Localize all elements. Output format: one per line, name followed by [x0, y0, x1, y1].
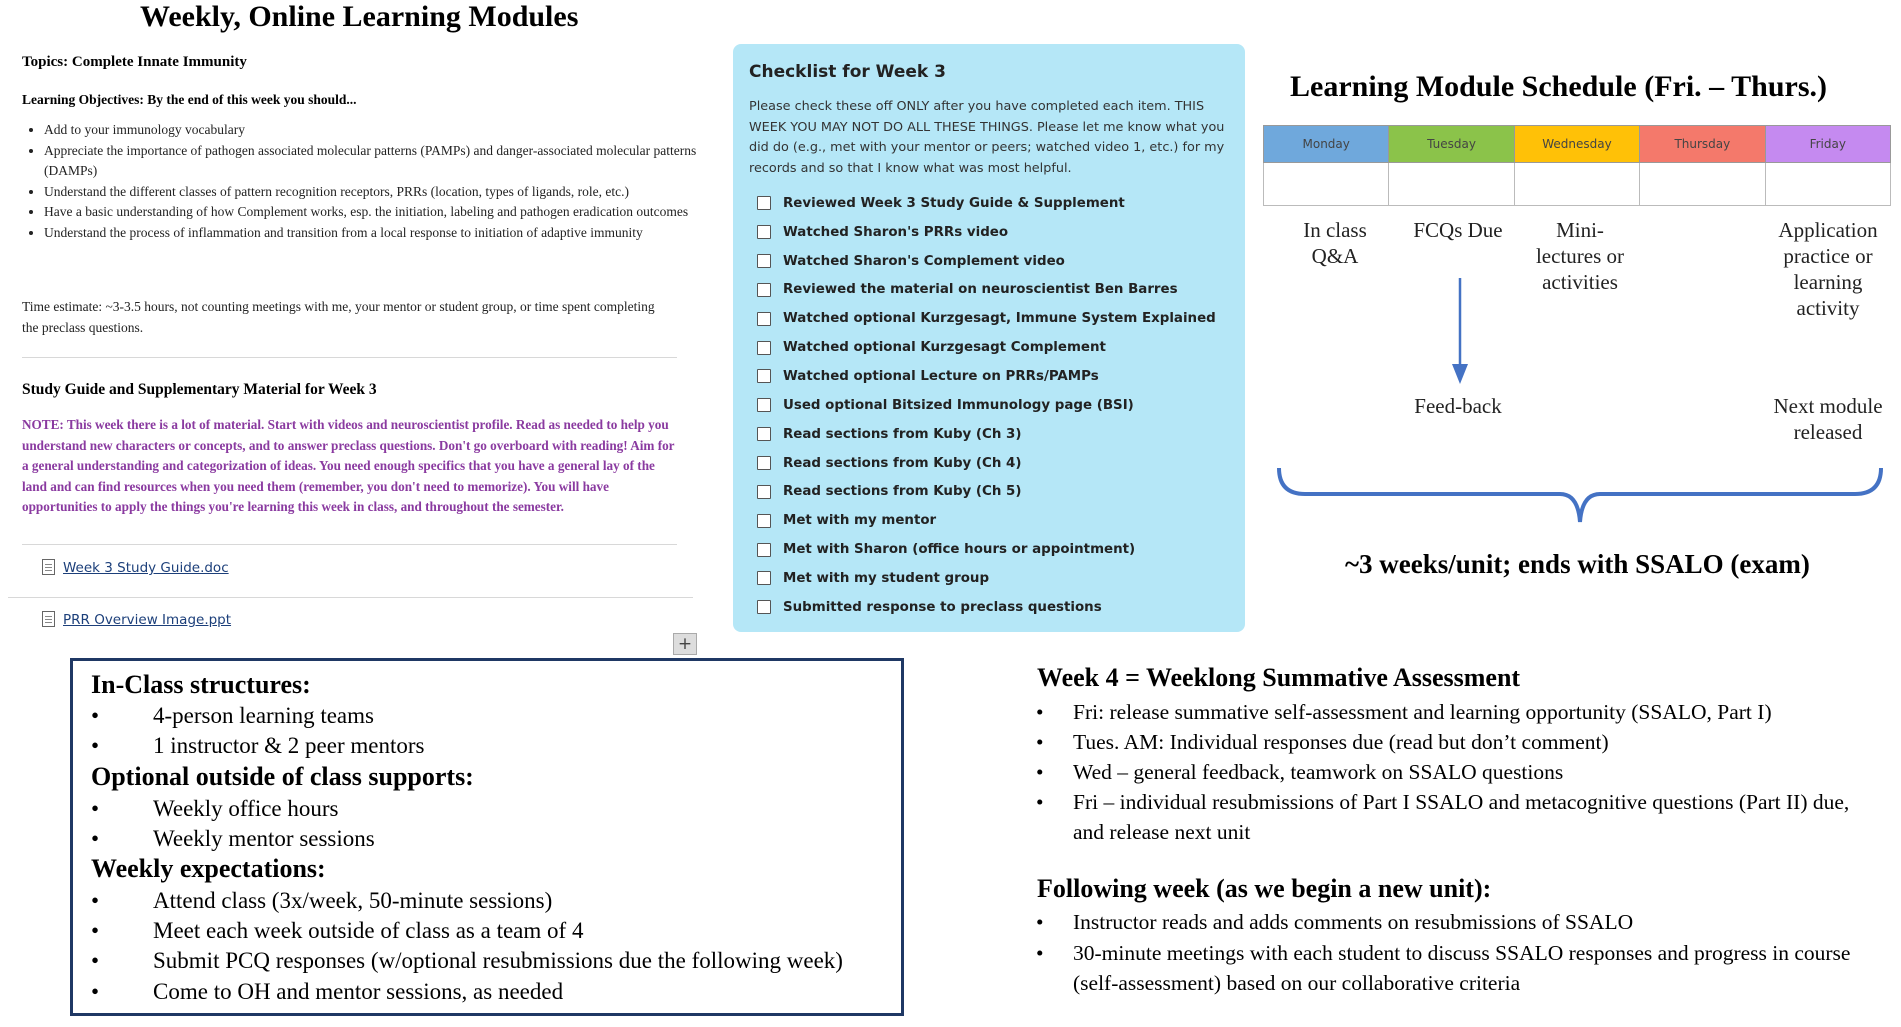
week4-item [1036, 697, 1873, 727]
checkbox[interactable] [757, 514, 771, 528]
empty-cell [1765, 163, 1890, 206]
checklist-item-label: Watched optional Lecture on PRRs/PAMPs [783, 368, 1099, 384]
document-icon [42, 611, 55, 627]
objective-item: • Understand the process of inflammation and transition from a local response to initiation of adaptive immunity [44, 223, 704, 244]
checklist-item[interactable] [757, 304, 1216, 333]
file-link-study-guide[interactable] [42, 559, 229, 577]
file-link-label[interactable]: Week 3 Study Guide.doc [63, 560, 229, 576]
list-item [91, 824, 375, 854]
checkbox[interactable] [757, 456, 771, 470]
following-week-item [1036, 907, 1873, 937]
checklist-item-label: Submitted response to preclass questions [783, 599, 1102, 615]
day-monday: Monday [1264, 126, 1389, 163]
checklist-item[interactable] [757, 276, 1216, 305]
checklist-item[interactable] [757, 333, 1216, 362]
checklist-item[interactable] [757, 477, 1216, 506]
label-fcqs-due: FCQs Due [1413, 218, 1503, 242]
objectives-heading: Learning Objectives: By the end of this week you should... [22, 92, 357, 107]
checklist-item-label: Watched optional Kurzgesagt Complement [783, 340, 1106, 356]
checklist-item-label: Watched optional Kurzgesagt, Immune System Explained [783, 311, 1216, 327]
day-tuesday: Tuesday [1389, 126, 1514, 163]
list-item [91, 794, 339, 824]
bullet: • [1036, 760, 1044, 784]
list-item-text: Meet each week outside of class as a team of 4 [153, 918, 584, 943]
empty-cell [1514, 163, 1639, 206]
checklist-item-label: Watched Sharon's PRRs video [783, 224, 1009, 240]
bullet: • [91, 948, 100, 973]
checklist-item-label: Used optional Bitsized Immunology page (BSI) [783, 397, 1134, 413]
checklist-item-label: Met with my mentor [783, 513, 937, 529]
bullet: • [91, 733, 100, 758]
in-class-structures-box [70, 658, 904, 1016]
down-arrow-icon [1450, 278, 1470, 388]
checklist-instructions: Please check these off ONLY after you have completed each item. THIS WEEK YOU MAY NOT DO ALL THESE THINGS. Please let me know what you did do (e.g., met with your mentor or peers; watched video 1, etc.) for my records and so that I know what was most helpful. [749, 99, 1225, 177]
file-link-label[interactable]: PRR Overview Image.ppt [63, 612, 232, 628]
list-item [91, 886, 552, 916]
checklist-item-label: Reviewed Week 3 Study Guide & Supplement [783, 195, 1125, 211]
checklist-item-label: Met with Sharon (office hours or appointment) [783, 542, 1136, 558]
checkbox[interactable] [757, 571, 771, 585]
label-mini-lectures: Mini-lectures or activities [1535, 218, 1625, 294]
list-item [91, 731, 424, 761]
document-icon [42, 559, 55, 575]
checkbox[interactable] [757, 485, 771, 499]
add-button[interactable]: + [673, 633, 697, 655]
bullet: • [91, 888, 100, 913]
bullet: • [1036, 941, 1044, 965]
objective-item: • Add to your immunology vocabulary [44, 120, 704, 141]
day-wednesday: Wednesday [1514, 126, 1639, 163]
checklist-item[interactable] [757, 506, 1216, 535]
checklist-item[interactable] [757, 535, 1216, 564]
checkbox[interactable] [757, 254, 771, 268]
following-week-item-text: Instructor reads and adds comments on resubmissions of SSALO [1073, 910, 1634, 934]
divider [8, 597, 693, 598]
checklist-item[interactable] [757, 391, 1216, 420]
label-feedback: Feed-back [1414, 394, 1502, 418]
list-item [91, 916, 583, 946]
unit-caption: ~3 weeks/unit; ends with SSALO (exam) [1345, 549, 1810, 579]
in-class-heading: In-Class structures: [91, 670, 311, 699]
list-item-text: Come to OH and mentor sessions, as needed [153, 979, 564, 1004]
curly-brace-icon [1275, 466, 1885, 528]
bullet: • [91, 918, 100, 943]
week4-item-text: Tues. AM: Individual responses due (read but don’t comment) [1073, 730, 1609, 754]
list-item [91, 946, 843, 976]
week4-item [1036, 757, 1873, 787]
checklist-item[interactable] [757, 593, 1216, 622]
label-in-class-qa: In class Q&A [1303, 218, 1367, 268]
bullet: • [1036, 790, 1044, 814]
bullet: • [1036, 910, 1044, 934]
week4-item [1036, 787, 1863, 847]
checklist-panel [733, 44, 1245, 632]
objective-item: • Understand the different classes of pattern recognition receptors, PRRs (location, types of ligands, role, etc.) [44, 182, 704, 203]
week4-item [1036, 727, 1873, 757]
checkbox[interactable] [757, 543, 771, 557]
list-item [91, 701, 374, 731]
following-week-item-text: 30-minute meetings with each student to discuss SSALO responses and progress in course (self-assessment) based on our collaborative criteria [1073, 941, 1851, 995]
checkbox[interactable] [757, 225, 771, 239]
checklist-item-label: Met with my student group [783, 570, 990, 586]
checkbox[interactable] [757, 196, 771, 210]
objectives-list [22, 120, 704, 243]
list-item-text: 1 instructor & 2 peer mentors [153, 733, 425, 758]
checkbox[interactable] [757, 398, 771, 412]
schedule-title: Learning Module Schedule (Fri. – Thurs.) [1290, 70, 1827, 103]
bullet: • [91, 979, 100, 1004]
weekday-table [1263, 125, 1891, 206]
checklist-item[interactable] [757, 362, 1216, 391]
checklist-item-label: Read sections from Kuby (Ch 3) [783, 426, 1022, 442]
list-item-text: 4-person learning teams [153, 703, 374, 728]
study-note: NOTE: This week there is a lot of material. Start with videos and neuroscientist profile. Read as needed to help you understand new characters or concepts, and to answer preclass questions. Don't go overboard with reading! Aim for a general understanding and categorization of ideas. You need enough specifics that you have a general lay of the land and can find resources when you need them (remember, you don't need to memorize). You will have opportunities to apply the things you're learning this week in class, and throughout the semester. [22, 417, 675, 515]
optional-supports-heading: Optional outside of class supports: [91, 762, 474, 791]
list-item [91, 977, 563, 1007]
checkbox[interactable] [757, 283, 771, 297]
bullet: • [91, 796, 100, 821]
objective-item: • Appreciate the importance of pathogen associated molecular patterns (PAMPs) and danger-associated molecular patterns (DAMPs) [44, 141, 704, 182]
list-item-text: Weekly mentor sessions [153, 826, 375, 851]
checkbox[interactable] [757, 369, 771, 383]
checklist-item[interactable] [757, 247, 1216, 276]
bullet: • [91, 826, 100, 851]
file-link-prr-overview[interactable] [42, 611, 231, 629]
empty-cell [1264, 163, 1389, 206]
week4-item-text: Wed – general feedback, teamwork on SSALO questions [1073, 760, 1564, 784]
empty-cell [1640, 163, 1765, 206]
day-thursday: Thursday [1640, 126, 1765, 163]
week4-item-text: Fri: release summative self-assessment and learning opportunity (SSALO, Part I) [1073, 700, 1772, 724]
checkbox[interactable] [757, 427, 771, 441]
bullet: • [91, 703, 100, 728]
checklist-items [757, 189, 1216, 622]
label-application-practice: Application practice or learning activity [1778, 218, 1878, 320]
following-week-heading: Following week (as we begin a new unit): [1037, 874, 1492, 903]
checklist-item-label: Read sections from Kuby (Ch 4) [783, 455, 1022, 471]
checklist-item-label: Read sections from Kuby (Ch 5) [783, 484, 1022, 500]
week4-item-text: Fri – individual resubmissions of Part I SSALO and metacognitive questions (Part II) due, and release next unit [1073, 790, 1850, 844]
checklist-item[interactable] [757, 564, 1216, 593]
empty-cell [1389, 163, 1514, 206]
weekly-expectations-heading: Weekly expectations: [91, 854, 326, 883]
study-guide-heading: Study Guide and Supplementary Material for Week 3 [22, 381, 377, 398]
time-estimate: Time estimate: ~3-3.5 hours, not counting meetings with me, your mentor or student group, or time spent completing the preclass questions. [22, 299, 655, 335]
modules-title: Weekly, Online Learning Modules [140, 0, 579, 33]
week4-heading: Week 4 = Weeklong Summative Assessment [1037, 663, 1521, 692]
checklist-item[interactable] [757, 218, 1216, 247]
following-week-item [1036, 938, 1883, 998]
checklist-title: Checklist for Week 3 [749, 62, 946, 82]
list-item-text: Attend class (3x/week, 50-minute sessions) [153, 888, 553, 913]
objective-item: • Have a basic understanding of how Complement works, esp. the initiation, labeling and pathogen eradication outcomes [44, 202, 704, 223]
checklist-item-label: Reviewed the material on neuroscientist Ben Barres [783, 282, 1178, 298]
divider [22, 544, 677, 545]
checkbox[interactable] [757, 312, 771, 326]
divider [22, 357, 677, 358]
checklist-item[interactable] [757, 449, 1216, 478]
list-item-text: Weekly office hours [153, 796, 339, 821]
day-friday: Friday [1765, 126, 1890, 163]
checklist-item[interactable] [757, 189, 1216, 218]
checkbox[interactable] [757, 341, 771, 355]
checklist-item-label: Watched Sharon's Complement video [783, 253, 1065, 269]
topics-heading: Topics: Complete Innate Immunity [22, 54, 247, 70]
label-next-module: Next module released [1773, 394, 1883, 444]
bullet: • [1036, 730, 1044, 754]
checklist-item[interactable] [757, 420, 1216, 449]
list-item-text: Submit PCQ responses (w/optional resubmissions due the following week) [153, 948, 843, 973]
checkbox[interactable] [757, 600, 771, 614]
bullet: • [1036, 700, 1044, 724]
